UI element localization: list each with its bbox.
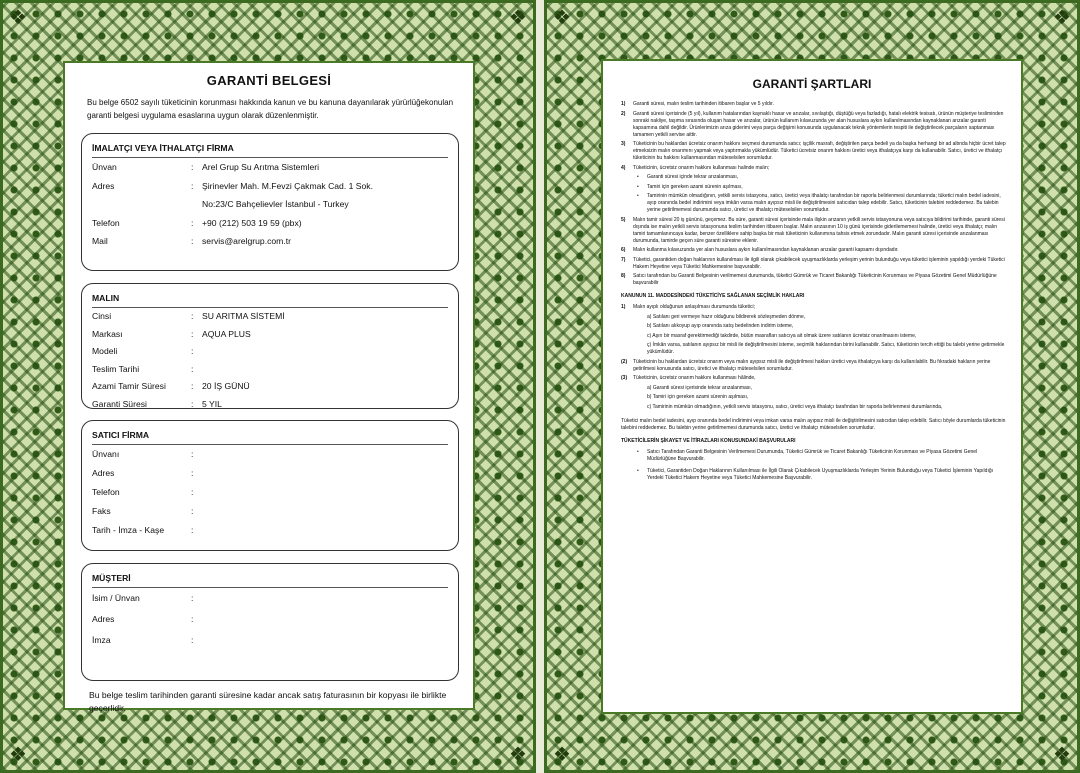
subitem-text: Tamirinin mümkün olmadığının, yetkili servis istasyonu, satıcı, üretici veya ithalatçı tarafından bir raporla belirlenmesi durumlarında; tüketici malın bedel iadesini, ayıp oranında bedel indirimini veya imkân varsa malın ayıpsız misli ile değiştirilmesini satıcıdan talep edebilir. Satıcı, tüketicinin talebini reddedemez. Bu talebin yerine getirilmemesi durumunda satıcı, üretici ve ithalatçı müteselsilen sorumludur.	[647, 193, 1001, 213]
field-separator: :	[191, 328, 194, 339]
ornament-icon: ❖	[553, 744, 571, 766]
subitem-text: ç) İmkân varsa, satılanın ayıpsız bir misli ile değiştirilmesini isteme, seçimlik haklarından birini kullanabilir. Satıcı, tüketicinin tercih ettiği bu talebi yerine getirmekle yükümlüdür.	[647, 342, 1005, 355]
form-row	[82, 445, 458, 464]
term-subitem	[621, 404, 1007, 411]
terms-title: GARANTİ ŞARTLARI	[752, 77, 872, 91]
field-separator: :	[191, 346, 194, 356]
certificate-panel	[63, 61, 475, 713]
field-label: Markası	[92, 328, 123, 339]
ornament-icon: ❖	[1053, 7, 1071, 29]
field-label: Mail	[92, 236, 108, 246]
term-text: Tüketicinin, ücretsiz onarım hakkını kullanması halinde malın;	[633, 164, 770, 171]
field-value: +90 (212) 503 19 59 (pbx)	[202, 217, 302, 228]
manufacturer-section	[81, 133, 459, 271]
field-separator: :	[191, 525, 194, 535]
term-item	[621, 141, 1007, 162]
ornament-icon: ❖	[9, 744, 27, 766]
term-subitem	[621, 394, 1007, 401]
term-number: 4)	[621, 164, 626, 171]
term-text: Garanti süresi, malın teslim tarihinden itibaren başlar ve 5 yıldır.	[633, 101, 774, 107]
form-row	[82, 177, 458, 196]
field-value: AQUA PLUS	[202, 328, 251, 339]
term-item	[621, 359, 1007, 373]
subitem-text: c) Aşırı bir masraf gerektirmediği takdirde, bütün masrafları satıcıya ait olmak üzere satılanın ücretsiz onarılmasını isteme,	[647, 332, 917, 339]
field-label: Ünvanı	[92, 449, 120, 459]
field-label: Ünvan	[92, 162, 117, 172]
terms-list	[621, 101, 1007, 487]
bullet-text: Tüketici, Garantiden Doğan Haklarının Kullanılması ile İlgili Olarak Çıkabilecek Uyuşmazlıklarda Yerleşim Yerinin Bulunduğu veya Tüketici İşleminin Yapıldığı Yerdeki Tüketici Hakem Heyetine veya Tüketici Mahkemesine Başvurabilir.	[647, 468, 994, 481]
form-row	[82, 588, 458, 609]
section-heading: MÜŞTERİ	[92, 573, 131, 583]
field-separator: :	[191, 449, 194, 459]
term-text: Malın tamir süresi 20 iş gününü, geçemez. Bu süre, garanti süresi içerisinde mala ilişkin arızanın yetkili servis istasyonuna veya satıcıya bildirimi tarihinde, garanti süresi dışında ise malın yetkili servis istasyonuna teslim tarihinden itibaren başlar. Malın arızasının 10 iş günü içerisinde giderilememesi halinde, üretici veya ithalatçı; malın tamiri tamamlanıncaya kadar, benzer özelliklere sahip başka bir malı tüketicinin kullanımına tahsis etmek zorundadır. Malın garanti süresi içerisinde arızalanması durumunda, tamirde geçen süre garanti süresine eklenir.	[633, 216, 1005, 244]
field-value: 20 İŞ GÜNÜ	[202, 381, 250, 391]
term-text: Malın kullanma kılavuzunda yer alan hususlara aykırı kullanılmasından kaynaklanan arızalar garanti kapsamı dışındadır.	[633, 247, 899, 253]
warranty-terms-page	[544, 0, 1080, 773]
complaint-bullet	[621, 449, 1007, 463]
term-subitem	[621, 333, 1007, 340]
field-value: Şirinevler Mah. M.Fevzi Çakmak Cad. 1 Sok.	[202, 180, 373, 191]
term-number: (2)	[621, 358, 628, 365]
term-subitem	[621, 184, 1007, 191]
term-text: Garanti süresi içerisinde (5 yıl), kullanım hatalarından kaynaklı hasar ve arızalar, sıvılaştığı, düştüğü veya fazladığı, hatalı elektrik tesisatı, ürünün müşteriye tesliminden sonraki nakliye, taşıma sırasında oluşan hasar ve arızalar, ürünün kullanım kılavuzunda yer alan hususlara aykırı kullanılmasından kaynaklanan arızalar garanti kapsamına dahil değildir. Ürünlerimizin arıza giderimi veya parça değişimi konusunda uygulanacak teknik yöntemlerin tespiti ile değiştirilecek parçaların saptanması tamamen yetkili servise aittir.	[633, 110, 1004, 138]
field-separator: :	[191, 398, 194, 409]
bullet-icon: •	[637, 174, 639, 180]
subitem-text: Tamiri için gereken azami sürenin aşılması,	[647, 183, 743, 190]
field-label: Garanti Süresi	[92, 398, 147, 409]
field-label: İsim / Ünvan	[92, 593, 140, 603]
field-separator: :	[191, 635, 194, 645]
term-number: 8)	[621, 273, 626, 279]
field-label: Adres	[92, 180, 115, 191]
bullet-icon: •	[637, 193, 639, 199]
term-text: Tüketicinin bu haklardan ücretsiz onarım veya malın ayıpsız misli ile değiştirilmesi hakları üretici veya ithalatçıya karşı da kullanılabilir. Bu fıkradaki hakların yerine getirilmesi konusunda satıcı, üretici ve ithalatçı müteselsilen sorumludur.	[633, 358, 991, 372]
ornament-icon: ❖	[509, 744, 527, 766]
section-heading: MALIN	[92, 293, 120, 303]
ornament-icon: ❖	[509, 7, 527, 29]
field-label: Adres	[92, 614, 115, 624]
bullet-text: Satıcı Tarafından Garanti Belgesinin Verilmemesi Durumunda, Tüketici Gümrük ve Ticaret Bakanlığı Tüketicinin Korunması ve Piyasa Gözetimi Genel Müdürlüğüne Başvurabilir.	[647, 449, 978, 462]
field-separator: :	[191, 162, 194, 172]
section-heading: SATICI FİRMA	[92, 430, 150, 440]
section-heading: TÜKETİCİLERİN ŞİKAYET VE İTİRAZLARI KONUSUNDAKİ BAŞVURULARI	[621, 438, 796, 444]
bullet-icon: •	[637, 183, 639, 190]
term-text: Satıcı tarafından bu Garanti Belgesinin verilmemesi durumunda, tüketici Gümrük ve Ticaret Bakanlığı Tüketicinin Korunması ve Piyasa Gözetimi Genel Müdürlüğüne başvurabilir	[633, 273, 997, 286]
product-section	[81, 283, 459, 409]
term-number: 7)	[621, 256, 626, 263]
term-subitem	[621, 314, 1007, 321]
term-item	[621, 111, 1007, 139]
field-label: Azami Tamir Süresi	[92, 381, 166, 391]
form-row	[82, 483, 458, 502]
form-row	[82, 232, 458, 251]
field-label: Cinsi	[92, 311, 112, 321]
field-label: Tarih - İmza - Kaşe	[92, 525, 165, 535]
field-separator: :	[191, 593, 194, 603]
form-row	[82, 214, 458, 233]
seller-section	[81, 420, 459, 551]
term-subitem	[621, 193, 1007, 214]
field-separator: :	[191, 236, 194, 246]
term-text: Tüketici, garantiden doğan haklarının kullanılması ile ilgili olarak çıkabilecek uyuşmazlıklarda yerleşim yerinin bulunduğu veya tüketici işleminin yapıldığı yerdeki Tüketici Hakem Heyetine veya Tüketici Mahkemesine başvurabilir.	[633, 256, 1005, 270]
field-label: Faks	[92, 506, 111, 516]
term-item	[621, 273, 1007, 287]
form-row	[82, 361, 458, 379]
field-separator: :	[191, 468, 194, 478]
form-row	[82, 521, 458, 540]
term-item	[621, 257, 1007, 271]
terms-panel	[601, 59, 1023, 714]
term-item	[621, 165, 1007, 172]
section-heading: KANUNUN 11. MADDESİNDEKİ TÜKETİCİYE SAĞLANAN SEÇİMLİK HAKLARI	[621, 293, 805, 299]
subitem-text: b) Satılanı alıkoyup ayıp oranında satış bedelinden indirim isteme,	[647, 323, 794, 329]
subitem-text: a) Satılanı geri vermeye hazır olduğunu bildirerek sözleşmeden dönme,	[647, 313, 806, 320]
form-row	[82, 630, 458, 651]
customer-section	[81, 563, 459, 681]
term-item	[621, 304, 1007, 311]
form-row	[82, 502, 458, 521]
field-value: SU ARITMA SİSTEMİ	[202, 311, 285, 321]
field-label: Telefon	[92, 487, 120, 497]
field-separator: :	[191, 363, 194, 374]
field-separator: :	[191, 506, 194, 516]
subitem-text: c) Tamirinin mümkün olmadığının, yetkili servis istasyonu, satıcı, üretici veya ithalatçı tarafından bir raporla belirlenmesi durumlarında,	[647, 403, 943, 410]
field-label: Adres	[92, 468, 115, 478]
ornament-icon: ❖	[9, 7, 27, 29]
field-separator: :	[191, 180, 194, 191]
ornament-icon: ❖	[1053, 744, 1071, 766]
field-value: servis@arelgrup.com.tr	[202, 236, 291, 246]
field-label: Telefon	[92, 217, 120, 228]
bullet-icon: •	[637, 449, 639, 455]
field-value: 5 YIL	[202, 398, 222, 409]
complaint-bullet	[621, 468, 1007, 482]
form-row	[82, 326, 458, 344]
form-row	[82, 308, 458, 326]
ornament-icon: ❖	[553, 7, 571, 29]
validity-note: Bu belge teslim tarihinden garanti süresine kadar ancak satış faturasının bir kopyası ile birlikte geçerlidir.	[89, 690, 447, 713]
term-item	[621, 101, 1007, 108]
term-number: (3)	[621, 375, 628, 381]
subitem-text: Garanti süresi içinde tekrar arızalanması,	[647, 174, 739, 180]
term-text: Malın ayıplı olduğunun anlaşılması durumunda tüketici;	[633, 304, 756, 310]
bullet-icon: •	[637, 468, 639, 474]
terms-paragraph: Tüketici malın bedel iadesini, ayıp oranında bedel indirimini veya imkan varsa malın ayıpsız misli ile değiştirilmesini satıcıdan talep edebilir. Satıcı böyle durumlarda tüketicinin talebini reddedemez. Bu talebin yerine getirilmemesi durumunda satıcı, üretici ve ithalatçı müteselsilen sorumludur.	[621, 418, 1006, 431]
section-heading: İMALATÇI VEYA İTHALATÇI FİRMA	[92, 143, 234, 153]
warranty-certificate-page	[0, 0, 536, 773]
form-row	[82, 609, 458, 630]
subitem-text: a) Garanti süresi içerisinde tekrar arızalanması,	[647, 384, 753, 391]
term-item	[621, 217, 1007, 245]
term-subitem	[621, 385, 1007, 392]
term-number: 6)	[621, 247, 626, 253]
term-subitem	[621, 342, 1007, 356]
field-separator: :	[191, 217, 194, 228]
field-separator: :	[191, 311, 194, 321]
term-subitem	[621, 174, 1007, 181]
form-row	[82, 464, 458, 483]
term-item	[621, 375, 1007, 382]
term-number: 2)	[621, 110, 626, 117]
term-number: 1)	[621, 304, 626, 310]
field-label: Teslim Tarihi	[92, 363, 140, 374]
field-value: No:23/C Bahçelievler İstanbul - Turkey	[202, 199, 349, 209]
page-title: GARANTİ BELGESİ	[206, 73, 332, 88]
term-number: 1)	[621, 101, 626, 107]
field-separator: :	[191, 381, 194, 391]
term-subitem	[621, 323, 1007, 330]
form-row	[82, 343, 458, 361]
form-row	[82, 378, 458, 396]
term-text: Tüketicinin bu haklardan ücretsiz onarım hakkını seçmesi durumunda satıcı; işçilik masrafı, değiştirilen parça bedeli ya da başka herhangi bir ad altında hiçbir ücret talep etmeksizin malın onarımını yapmak veya yaptırmakla yükümlüdür. Tüketici ücretsiz onarım hakkını üretici veya ithalatçıya karşı da kullanabilir. Satıcı, üretici ve ithalatçı tüketicinin bu hakkını kullanmasından müteselsilen sorumludur.	[633, 141, 1006, 161]
term-item	[621, 247, 1007, 254]
form-row	[82, 396, 458, 414]
form-row	[82, 195, 458, 214]
subitem-text: b) Tamiri için gereken azami sürenin aşılması,	[647, 394, 749, 400]
term-number: 3)	[621, 141, 626, 147]
field-separator: :	[191, 614, 194, 624]
term-text: Tüketicinin, ücretsiz onarım hakkını kullanması hâlinde,	[633, 375, 756, 381]
term-number: 5)	[621, 216, 626, 223]
field-label: Modeli	[92, 346, 118, 356]
field-separator: :	[191, 487, 194, 497]
field-value: Arel Grup Su Arıtma Sistemleri	[202, 162, 320, 172]
intro-text: Bu belge 6502 sayılı tüketicinin korunması hakkında kanun ve bu kanuna dayanılarak yürürlüğekonulan garanti belgesi uygulama esaslarına uygun olarak düzenlenmiştir.	[87, 98, 454, 120]
field-label: İmza	[92, 635, 111, 645]
form-row	[82, 158, 458, 177]
